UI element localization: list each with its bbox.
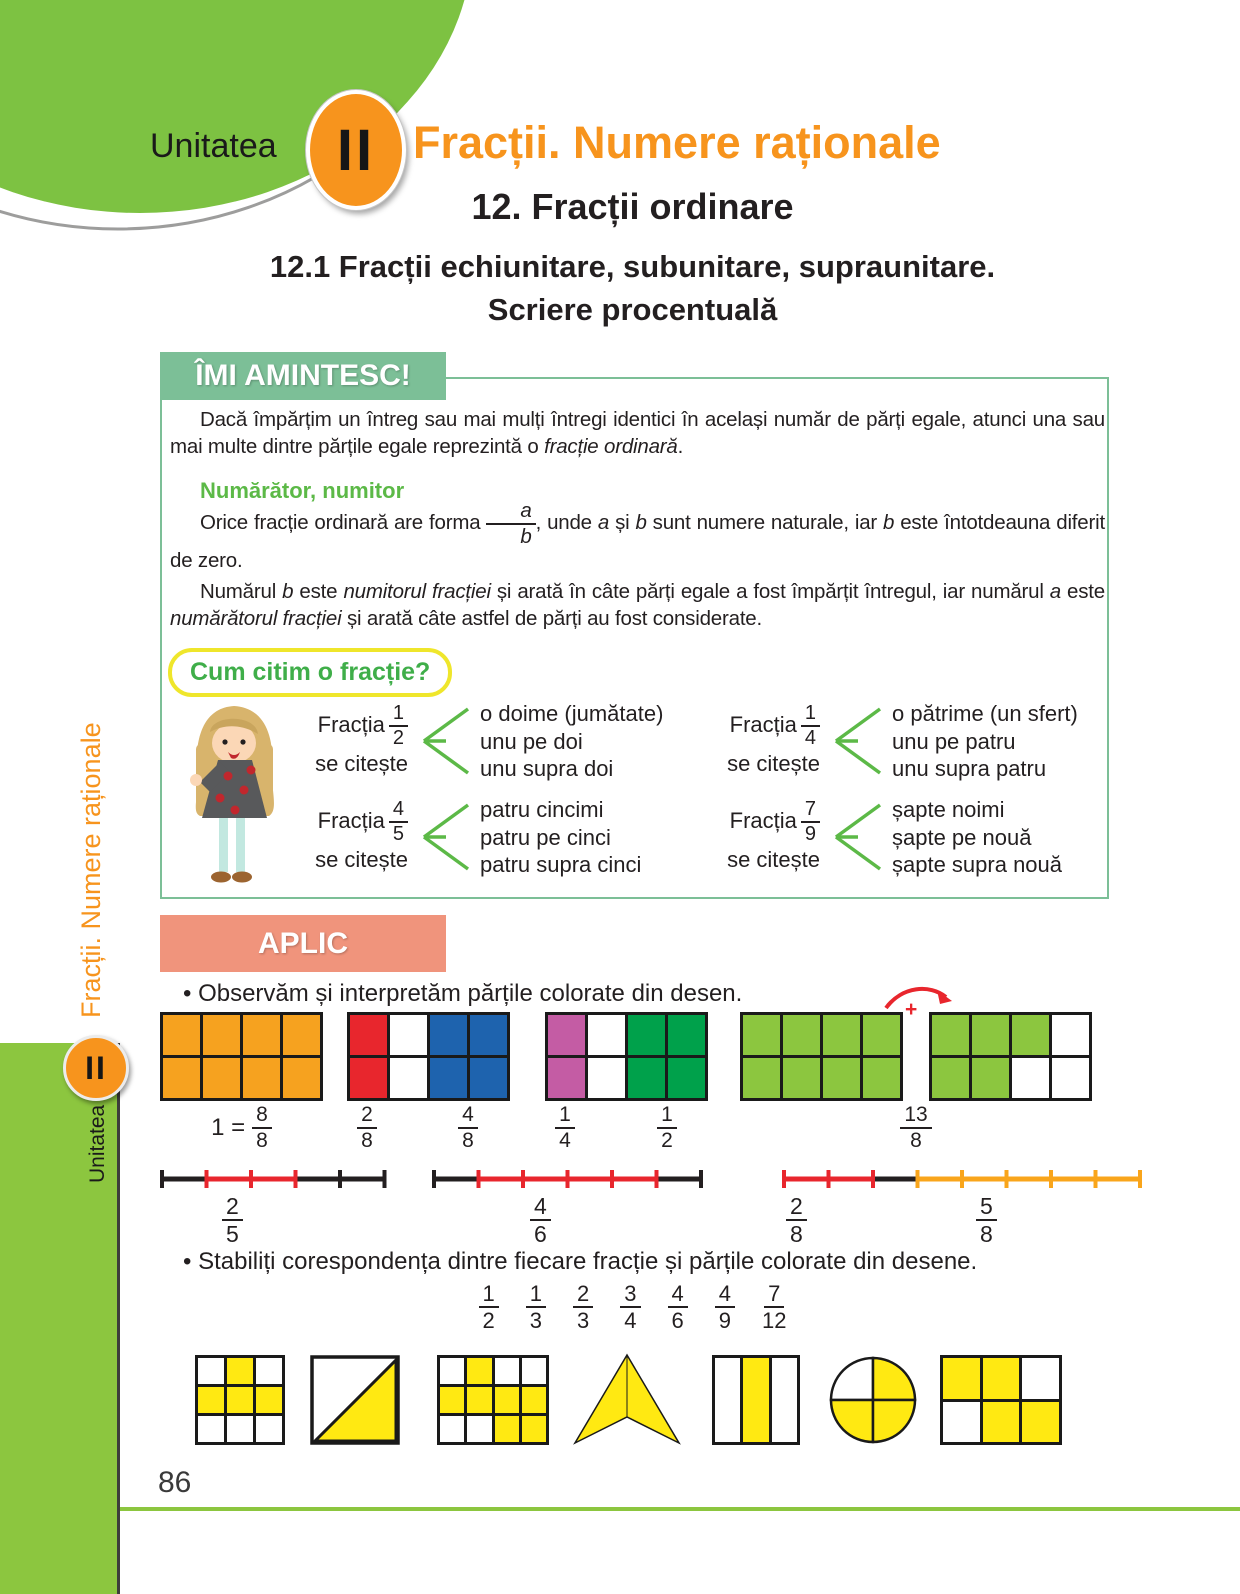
grid-label [448, 1104, 488, 1152]
branch-lines-icon [830, 703, 882, 779]
number-line-label [222, 1194, 243, 1246]
fraction-grid-orange [160, 1012, 323, 1101]
reading-line: unu supra patru [892, 756, 1047, 781]
reading-line: unu pe patru [892, 728, 1016, 754]
sidebar-unit-label: Unitatea [86, 1104, 109, 1183]
reading-line: unu supra doi [480, 756, 614, 781]
girl-illustration [172, 698, 297, 888]
branch-lines-icon [418, 703, 470, 779]
shape-grid-3x3 [195, 1355, 285, 1445]
fraction-reading-group [298, 700, 663, 783]
lesson-title: 12. Fracții ordinare [471, 186, 794, 227]
fraction-intro: Fracția [317, 808, 385, 834]
fraction-reading-group [710, 700, 1078, 783]
shape-arrow-triangle [573, 1353, 681, 1452]
fraction-reading-group [298, 796, 641, 879]
shape-grid-4x3 [437, 1355, 549, 1445]
fraction: $\frac{4}{9}$ [715, 1282, 735, 1332]
remember-paragraph-2: Orice fracție ordinară are forma $\frac{a}{b}$ , unde a și b sunt numere naturale, iar b este întotdeauna diferit de zero. [170, 499, 1105, 573]
fraction: $\frac{7}{12}$ [762, 1281, 787, 1334]
header-unit-label: Unitatea [150, 127, 277, 165]
remember-heading: ÎMI AMINTESC! [160, 352, 446, 400]
aplic-heading: APLIC [160, 915, 446, 972]
fraction: $\frac{7}{9}$ [801, 799, 820, 845]
fraction-verb: se citește [315, 847, 408, 873]
grid-label-improper [891, 1104, 941, 1152]
reading-line: patru supra cinci [480, 852, 642, 877]
reading-line: șapte pe nouă [892, 824, 1032, 850]
fraction: $\frac{4}{5}$ [389, 799, 408, 845]
sidebar-unit-badge [63, 1035, 129, 1101]
reading-line: șapte supra nouă [892, 852, 1063, 877]
grid-label [647, 1104, 687, 1152]
fraction-verb: se citește [727, 751, 820, 777]
number-line-label [786, 1194, 807, 1246]
remember-paragraph-1: Dacă împărțim un întreg sau mai mulți întregi identici în același număr de părți egale, atunci una sau mai multe dintre părțile egale reprezintă o fracție ordinară. [170, 408, 1105, 458]
branch-lines-icon [830, 799, 882, 875]
number-line [780, 1167, 1144, 1196]
fraction: $\frac{1}{3}$ [526, 1282, 546, 1332]
fraction: $\frac{8}{8}$ [252, 1104, 272, 1152]
shape-diagonal-square [310, 1355, 400, 1450]
fraction: $\frac{1}{2}$ [479, 1282, 499, 1332]
remember-paragraph-3: Numărul b este numitorul fracției și arată în câte părți egale a fost împărțit întregul, iar numărul a este numărătorul fracției și arată câte astfel de părți au fost considerate. [170, 580, 1105, 630]
fraction-intro: Fracția [317, 712, 385, 738]
fraction: $\frac{3}{4}$ [620, 1282, 640, 1332]
lesson-subtitle-line2: Scriere procentuală [487, 292, 778, 327]
remember-subheading: Numărător, numitor [200, 478, 405, 503]
lesson-subtitle-line1: 12.1 Fracții echiunitare, subunitare, supraunitare. [269, 249, 996, 284]
reading-line: o pătrime (un sfert) [892, 701, 1078, 726]
fraction-intro: Fracția [729, 712, 797, 738]
fraction-intro: Fracția [729, 808, 797, 834]
fraction-verb: se citește [315, 751, 408, 777]
page-title: Fracții. Numere raționale [413, 117, 941, 168]
grid-label [545, 1104, 585, 1152]
how-to-read-bubble: Cum citim o fracție? [168, 648, 452, 697]
sidebar-vertical-title: Fracții. Numere raționale [76, 722, 106, 1018]
fraction: $\frac{5}{8}$ [976, 1194, 997, 1246]
reading-line: șapte noimi [892, 797, 1005, 822]
shape-circle-quarters [828, 1355, 918, 1450]
fraction: $\frac{2}{8}$ [786, 1194, 807, 1246]
footer-rule [120, 1507, 1240, 1511]
fraction-grid-magenta-green [545, 1012, 708, 1101]
shape-grid-3x2 [940, 1355, 1062, 1445]
fraction: $\frac{13}{8}$ [900, 1104, 931, 1152]
number-line [430, 1167, 705, 1196]
fraction: $\frac{1}{2}$ [657, 1104, 677, 1152]
fractions-row [160, 1282, 1105, 1332]
reading-line: o doime (jumătate) [480, 701, 664, 726]
page-number: 86 [158, 1466, 192, 1499]
header-unit-number: II [336, 117, 376, 183]
fraction: $\frac{2}{5}$ [222, 1194, 243, 1246]
grid-label [347, 1104, 387, 1152]
number-line-label [976, 1194, 997, 1246]
reading-line: patru pe cinci [480, 824, 611, 850]
grid-label-whole: 1 = $\frac{8}{8}$ [160, 1104, 323, 1152]
branch-lines-icon [418, 799, 470, 875]
reading-line: unu pe doi [480, 728, 583, 754]
fraction: $\frac{4}{8}$ [458, 1104, 478, 1152]
fraction: $\frac{1}{4}$ [801, 703, 820, 749]
shape-vertical-strips [712, 1355, 800, 1445]
fraction: $\frac{4}{6}$ [668, 1282, 688, 1332]
number-line [158, 1167, 389, 1196]
fraction-grid-lightgreen-partial [929, 1012, 1092, 1101]
aplic-bullet-1: • Observăm și interpretăm părțile colorate din desen. [183, 980, 743, 1007]
number-line-label [530, 1194, 551, 1246]
fraction-a-over-b: $\frac{a}{b}$ [486, 500, 535, 547]
fraction-grid-lightgreen-full [740, 1012, 903, 1101]
sidebar-unit-number: II [85, 1049, 107, 1086]
fraction: $\frac{4}{6}$ [530, 1194, 551, 1246]
fraction: $\frac{2}{8}$ [357, 1104, 377, 1152]
fraction: $\frac{1}{4}$ [555, 1104, 575, 1152]
fraction-grid-red-blue [347, 1012, 510, 1101]
correspond-bullet: • Stabiliți corespondența dintre fiecare fracție și părțile colorate din desene. [183, 1248, 978, 1275]
fraction: $\frac{1}{2}$ [389, 703, 408, 749]
fraction-verb: se citește [727, 847, 820, 873]
fraction-reading-group [710, 796, 1062, 879]
fraction: $\frac{2}{3}$ [573, 1282, 593, 1332]
plus-sign: + [905, 998, 918, 1021]
reading-line: patru cincimi [480, 797, 604, 822]
